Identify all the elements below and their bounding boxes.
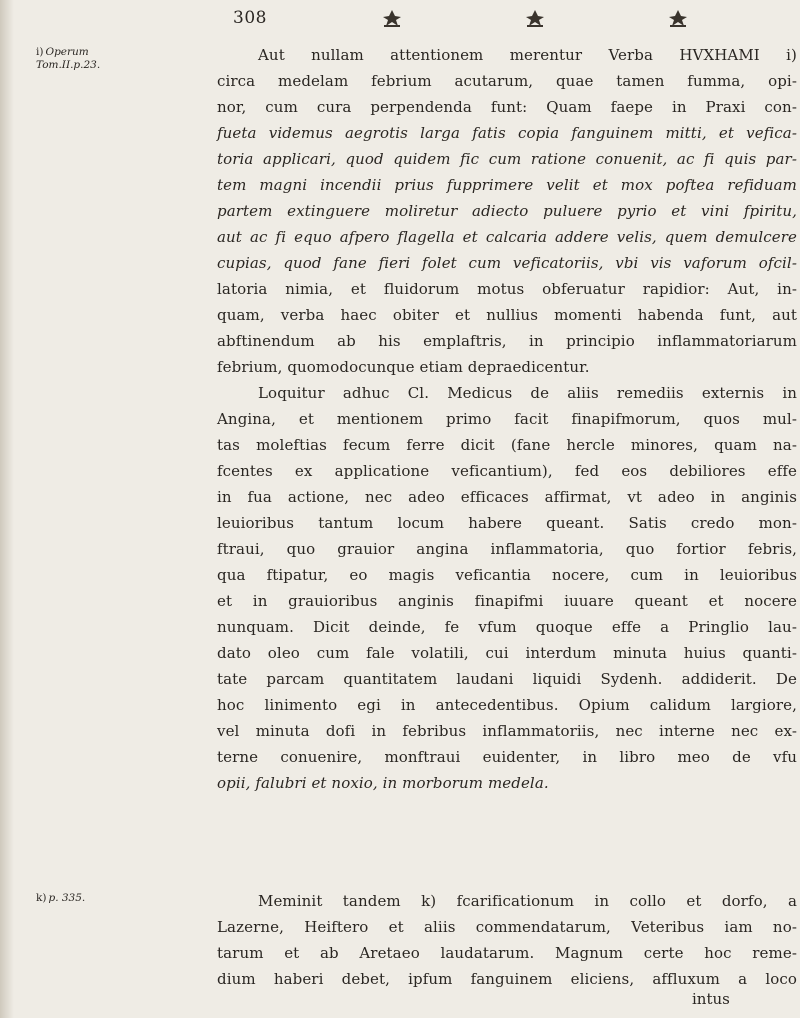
text-line: tas moleftias fecum ferre dicit (fane hercle minores, quam na- bbox=[217, 436, 797, 454]
text-line: aut ac fi equo afpero flagella et calcaria addere velis, quem demulcere bbox=[217, 228, 797, 246]
margin-note-i: i) Operum Tom.II.p.23. bbox=[36, 46, 101, 71]
text-line: nor, cum cura perpendenda funt: Quam faepe in Praxi con- bbox=[217, 98, 797, 116]
text-line: fcentes ex applicatione veficantium), fed eos debiliores effe bbox=[217, 462, 797, 480]
page-number: 308 bbox=[233, 8, 267, 28]
text-line: febrium, quomodocunque etiam depraedicentur. bbox=[217, 358, 590, 376]
fleuron-icon bbox=[523, 8, 547, 28]
text-line: qua ftipatur, eo magis veficantia nocere, cum in leuioribus bbox=[217, 566, 797, 584]
text-line: nunquam. Dicit deinde, fe vfum quoque effe a Pringlio lau- bbox=[217, 618, 797, 636]
catchword: intus bbox=[692, 990, 730, 1008]
text-line: leuioribus tantum locum habere queant. Satis credo mon- bbox=[217, 514, 797, 532]
text-line: terne conuenire, monftraui euidenter, in libro meo de vfu bbox=[217, 748, 797, 766]
text-line: tem magni incendii prius fupprimere velit et mox poftea refiduam bbox=[217, 176, 797, 194]
text-line: circa medelam febrium acutarum, quae tamen fumma, opi- bbox=[217, 72, 797, 90]
text-line: et in grauioribus anginis finapifmi iuuare queant et nocere bbox=[217, 592, 797, 610]
text-line: tarum et ab Aretaeo laudatarum. Magnum certe hoc reme- bbox=[217, 944, 797, 962]
text-line: Angina, et mentionem primo facit finapifmorum, quos mul- bbox=[217, 410, 797, 428]
text-line: dium haberi debet, ipfum fanguinem eliciens, affluxum a loco bbox=[217, 970, 797, 988]
text-line: opii, falubri et noxio, in morborum medela. bbox=[217, 774, 549, 792]
text-line: Aut nullam attentionem merentur Verba HVXHAMI i) bbox=[258, 46, 797, 64]
text-line: latoria nimia, et fluidorum motus obferuatur rapidior: Aut, in- bbox=[217, 280, 797, 298]
text-line: in fua actione, nec adeo efficaces affirmat, vt adeo in anginis bbox=[217, 488, 797, 506]
text-line: tate parcam quantitatem laudani liquidi Sydenh. addiderit. De bbox=[217, 670, 797, 688]
text-line: hoc linimento egi in antecedentibus. Opium calidum largiore, bbox=[217, 696, 797, 714]
text-line: Lazerne, Heiftero et aliis commendatarum, Veteribus iam no- bbox=[217, 918, 797, 936]
text-line: dato oleo cum fale volatili, cui interdum minuta huius quanti- bbox=[217, 644, 797, 662]
text-line: partem extinguere moliretur adiecto puluere pyrio et vini fpiritu, bbox=[217, 202, 797, 220]
fleuron-icon bbox=[666, 8, 690, 28]
margin-note-k: k) p. 335. bbox=[36, 892, 86, 904]
text-line: toria applicari, quod quidem fic cum ratione conuenit, ac fi quis par- bbox=[217, 150, 797, 168]
header-ornaments bbox=[380, 8, 690, 30]
fleuron-icon bbox=[380, 8, 404, 28]
text-line: Loquitur adhuc Cl. Medicus de aliis remediis externis in bbox=[258, 384, 797, 402]
text-line: Meminit tandem k) fcarificationum in collo et dorfo, a bbox=[258, 892, 797, 910]
page-fold-shadow bbox=[0, 0, 14, 1018]
text-line: ftraui, quo grauior angina inflammatoria, quo fortior febris, bbox=[217, 540, 797, 558]
text-line: fueta videmus aegrotis larga fatis copia fanguinem mitti, et vefica- bbox=[217, 124, 797, 142]
text-line: quam, verba haec obiter et nullius momenti habenda funt, aut bbox=[217, 306, 797, 324]
text-line: cupias, quod fane fieri folet cum veficatoriis, vbi vis vaforum ofcil- bbox=[217, 254, 797, 272]
text-line: vel minuta dofi in febribus inflammatoriis, nec interne nec ex- bbox=[217, 722, 797, 740]
text-line: abftinendum ab his emplaftris, in principio inflammatoriarum bbox=[217, 332, 797, 350]
